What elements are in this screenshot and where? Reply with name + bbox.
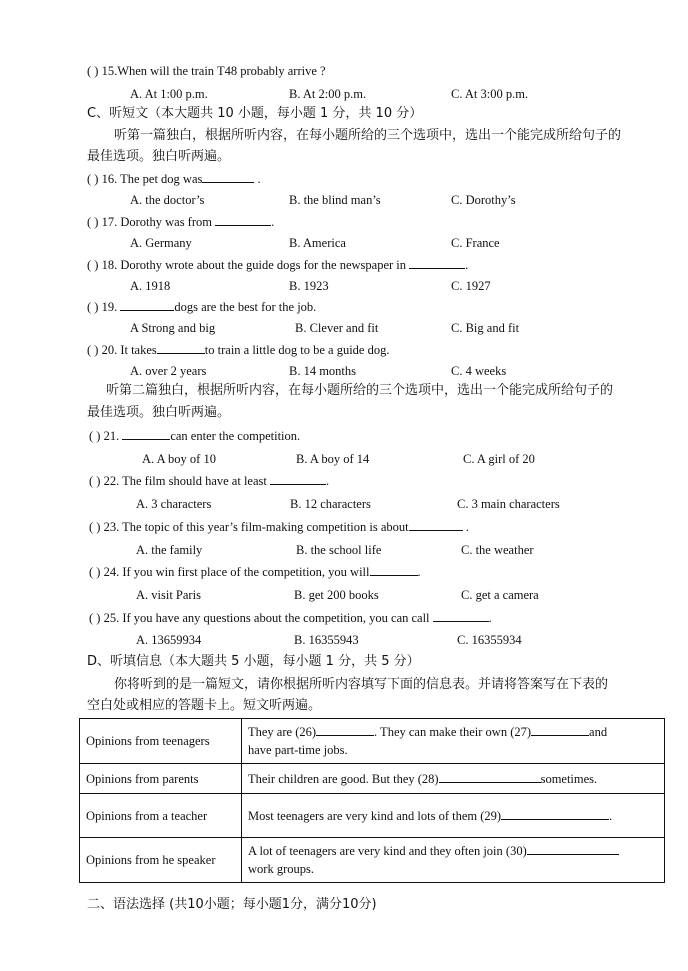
row-content-speaker: A lot of teenagers are very kind and they often join (30) work groups. (242, 838, 665, 883)
q15-option-b: B. At 2:00 p.m. (289, 87, 367, 101)
q23-option-b: B. the school life (296, 543, 382, 557)
q23-option-a: A. the family (136, 543, 203, 557)
q18-option-a: A. 1918 (130, 279, 171, 293)
q18-stem: ( ) 18. Dorothy wrote about the guide dogs for the newspaper in . (87, 258, 469, 272)
q24-option-c: C. get a camera (461, 588, 539, 602)
q25-option-c: C. 16355934 (457, 633, 522, 647)
q24-option-b: B. get 200 books (294, 588, 379, 602)
table-row (80, 838, 665, 883)
q25-stem: ( ) 25. If you have any questions about the competition, you can call . (89, 611, 492, 625)
row-label-speaker: Opinions from he speaker (80, 838, 242, 883)
blank-27[interactable] (531, 724, 589, 736)
blank-29[interactable] (501, 808, 609, 820)
q22-option-b: B. 12 characters (290, 497, 371, 511)
q17-stem: ( ) 17. Dorothy was from . (87, 215, 275, 229)
row-content-teacher: Most teenagers are very kind and lots of them (29) . (242, 794, 665, 838)
q16-option-b: B. the blind man’s (289, 193, 381, 207)
q20-option-b: B. 14 months (289, 364, 357, 378)
q24-option-a: A. visit Paris (136, 588, 201, 602)
table-row (80, 719, 665, 764)
section-2-heading: 二、语法选择 (共10小题；每小题1分，满分10分) (87, 897, 377, 912)
section-c-instruction-1b: 最佳选项。独白听两遍。 (87, 149, 231, 164)
row-label-parents: Opinions from parents (80, 764, 242, 794)
q15-option-a: A. At 1:00 p.m. (130, 87, 208, 101)
blank-26[interactable] (316, 724, 374, 736)
q22-option-a: A. 3 characters (136, 497, 212, 511)
q19-stem: ( ) 19. dogs are the best for the job. (87, 300, 317, 314)
q23-stem: ( ) 23. The topic of this year’s film-making competition is about . (89, 520, 469, 534)
q21-option-c: C. A girl of 20 (463, 452, 535, 466)
q15-stem: ( ) 15.When will the train T48 probably arrive ? (87, 64, 326, 78)
blank-30[interactable] (527, 843, 619, 855)
q16-option-c: C. Dorothy’s (451, 193, 516, 207)
opinions-table (79, 718, 665, 883)
section-d-instruction-a: 你将听到的是一篇短文，请你根据所听内容填写下面的信息表。并请将答案写在下表的 (114, 677, 609, 692)
table-row (80, 764, 665, 794)
q25-option-a: A. 13659934 (136, 633, 202, 647)
section-c-instruction-1a: 听第一篇独白，根据所听内容，在每小题所给的三个选项中，选出一个能完成所给句子的 (114, 128, 622, 143)
q20-option-c: C. 4 weeks (451, 364, 507, 378)
q16-option-a: A. the doctor’s (130, 193, 205, 207)
q19-option-c: C. Big and fit (451, 321, 520, 335)
q19-option-b: B. Clever and fit (295, 321, 379, 335)
section-d-heading: D、听填信息（本大题共 5 小题，每小题 1 分，共 5 分） (87, 654, 420, 669)
blank-28[interactable] (439, 771, 541, 783)
row-label-teenagers: Opinions from teenagers (80, 719, 242, 764)
q20-stem: ( ) 20. It takes to train a little dog to be a guide dog. (87, 343, 390, 357)
q17-option-b: B. America (289, 236, 346, 250)
q18-option-c: C. 1927 (451, 279, 491, 293)
row-content-parents: Their children are good. But they (28) sometimes. (242, 764, 665, 794)
q19-option-a: A Strong and big (130, 321, 216, 335)
q25-option-b: B. 16355943 (294, 633, 359, 647)
q15-option-c: C. At 3:00 p.m. (451, 87, 529, 101)
q24-stem: ( ) 24. If you win first place of the competition, you will . (89, 565, 421, 579)
q22-option-c: C. 3 main characters (457, 497, 560, 511)
q20-option-a: A. over 2 years (130, 364, 207, 378)
q21-option-b: B. A boy of 14 (296, 452, 370, 466)
q23-option-c: C. the weather (461, 543, 534, 557)
section-c-instruction-2b: 最佳选项。独白听两遍。 (87, 405, 231, 420)
q17-option-c: C. France (451, 236, 500, 250)
q18-option-b: B. 1923 (289, 279, 329, 293)
section-c-heading: C、听短文（本大题共 10 小题，每小题 1 分，共 10 分） (87, 106, 423, 121)
row-content-teenagers: They are (26) . They can make their own (27) and have part-time jobs. (242, 719, 665, 764)
q17-option-a: A. Germany (130, 236, 192, 250)
q21-option-a: A. A boy of 10 (142, 452, 216, 466)
q22-stem: ( ) 22. The film should have at least . (89, 474, 330, 488)
section-c-instruction-2a: 听第二篇独白，根据所听内容，在每小题所给的三个选项中，选出一个能完成所给句子的 (106, 383, 614, 398)
q21-stem: ( ) 21. can enter the competition. (89, 429, 301, 443)
section-d-instruction-b: 空白处或相应的答题卡上。短文听两遍。 (87, 698, 322, 713)
row-label-teacher: Opinions from a teacher (80, 794, 242, 838)
table-row (80, 794, 665, 838)
q16-stem: ( ) 16. The pet dog was . (87, 172, 261, 186)
